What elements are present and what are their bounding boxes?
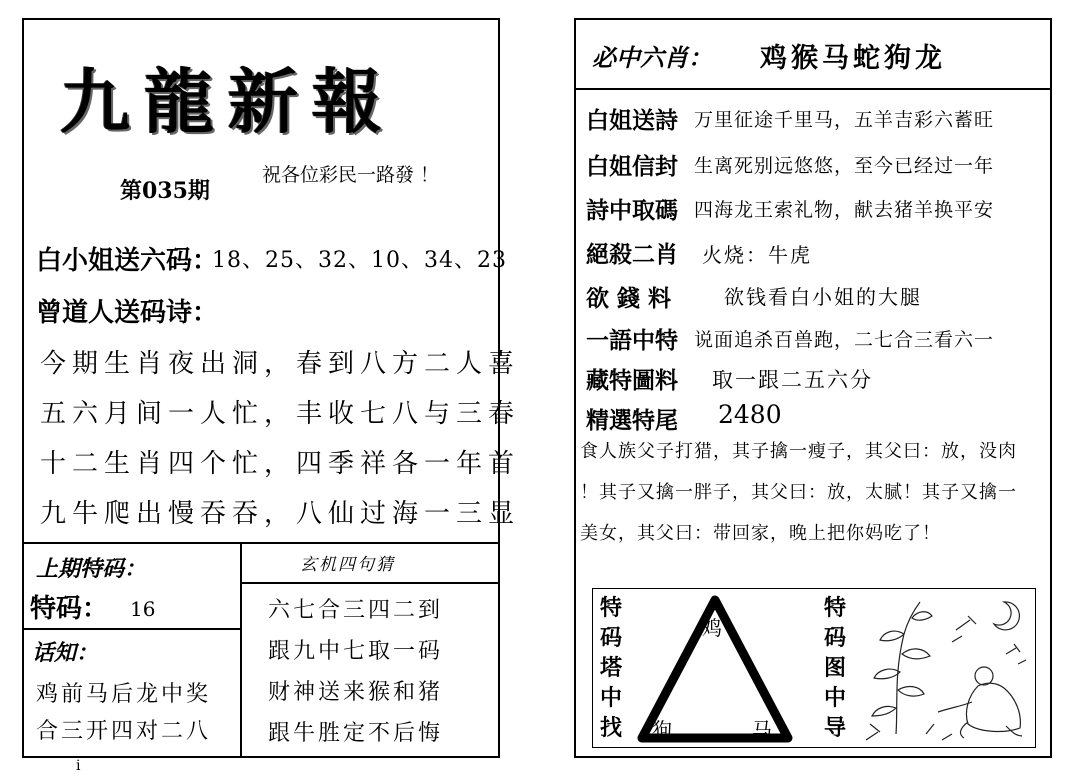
row-value: 万里征途千里马，五羊吉彩六蓄旺	[694, 109, 995, 131]
row-value: 2480	[718, 400, 782, 429]
row-value: 生离死别远悠悠，至今已经过一年	[694, 155, 995, 177]
special-code-label: 特码：	[30, 594, 109, 624]
poem-line: 今期生肖夜出洞，春到八方二人喜	[40, 349, 521, 379]
saying-line: 鸡前马后龙中奖	[36, 682, 212, 707]
picture-caption: 特码图中导	[823, 596, 846, 741]
six-codes-label: 白小姐送六码：	[36, 246, 219, 276]
row-label: 絕殺二肖	[586, 242, 678, 268]
triangle-top: 鸡	[702, 616, 722, 640]
divider	[22, 542, 500, 544]
triangle-right: 马	[752, 718, 772, 742]
story-line: ！其子又擒一胖子，其父曰：放，太腻！其子又擒一	[580, 482, 1017, 503]
special-code-value: 16	[130, 597, 156, 621]
greeting: 祝各位彩民一路發 ！	[262, 164, 440, 186]
divider	[574, 88, 1052, 90]
poem-line: 九牛爬出慢吞吞，八仙过海一三显	[40, 499, 521, 529]
divider	[22, 628, 240, 630]
sketch-illustration	[856, 594, 1032, 744]
issue-number: 第035期	[120, 178, 210, 204]
riddle-title: 玄机四句猜	[300, 555, 395, 575]
poem-label: 曾道人送码诗：	[36, 298, 219, 328]
row-value: 四海龙王索礼物，献去猪羊换平安	[694, 199, 995, 221]
row-value: 火烧：牛虎	[702, 243, 812, 267]
story-line: 食人族父子打猎，其子擒一瘦子，其父曰：放，没肉	[580, 441, 1017, 462]
triangle-left: 狗	[652, 718, 672, 742]
masthead-title: 九龍新報	[60, 60, 396, 143]
triangle-caption: 特码塔中找	[599, 596, 622, 741]
poem-line: 十二生肖四个忙，四季祥各一年首	[40, 449, 521, 479]
saying-line: 合三开四对二八	[36, 719, 212, 744]
riddle-line: 跟九中七取一码	[268, 639, 444, 664]
row-label: 藏特圖料	[586, 368, 678, 394]
divider	[240, 542, 242, 758]
last-special-label: 上期特码：	[36, 556, 147, 582]
riddle-line: 六七合三四二到	[268, 598, 444, 623]
story-line: 美女，其父曰：带回家，晚上把你妈吃了！	[580, 523, 941, 544]
row-label: 精選特尾	[586, 408, 678, 434]
row-label: 白姐信封	[586, 154, 678, 180]
row-label: 一語中特	[586, 328, 678, 354]
row-value: 说面追杀百兽跑，二七合三看六一	[694, 329, 995, 351]
riddle-line: 跟牛胜定不后悔	[268, 721, 444, 746]
divider	[240, 582, 500, 584]
poem-line: 五六月间一人忙，丰收七八与三春	[40, 399, 521, 429]
six-zodiac-label: 必中六肖：	[592, 43, 712, 72]
row-label: 白姐送詩	[586, 108, 678, 134]
riddle-line: 财神送来猴和猪	[268, 680, 444, 705]
row-value: 欲钱看白小姐的大腿	[724, 285, 922, 309]
six-codes-value: 18、25、32、10、34、23	[212, 248, 507, 273]
row-label: 詩中取碼	[586, 198, 678, 224]
saying-label: 话知：	[32, 640, 99, 666]
six-zodiac-value: 鸡猴马蛇狗龙	[760, 43, 946, 74]
stray-mark: i	[76, 758, 81, 774]
row-value: 取一跟二五六分	[712, 368, 873, 392]
row-label: 欲錢料	[586, 286, 679, 312]
